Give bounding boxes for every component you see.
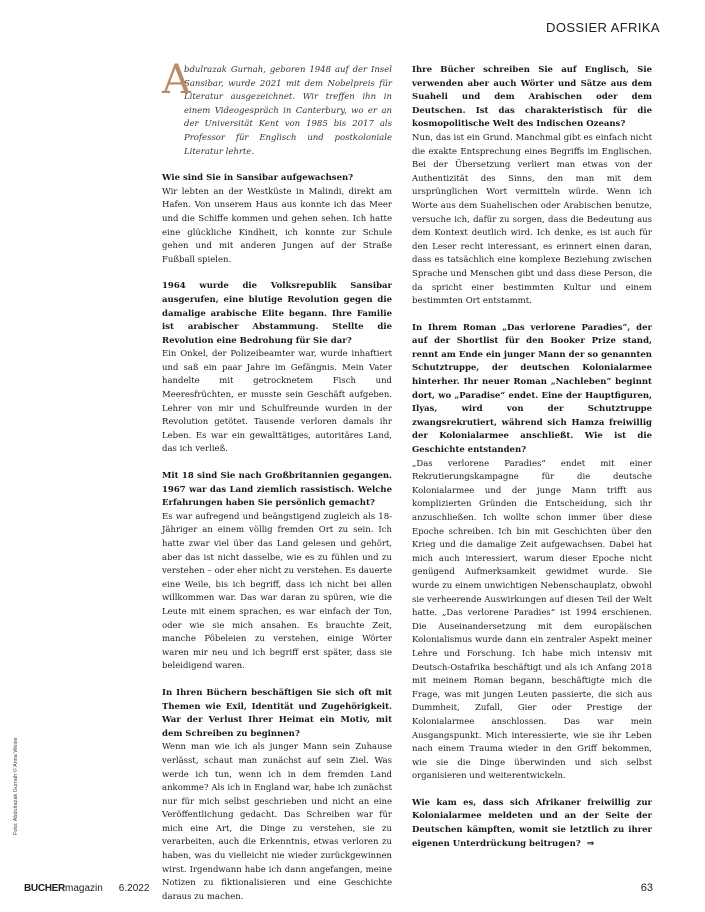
question-1: Wie sind Sie in Sansibar aufgewachsen? <box>162 173 354 184</box>
answer-5: Nun, das ist ein Grund. Manchmal gibt es einfach nicht die exakte Entsprechung eines Begriffs im Englischen. Bei der Übersetzung verliert man etwas von der Authentizität des Sinns, den man mit dem ursprünglichen Wort vermitteln würde. Wenn ich Worte aus dem Suahelischen oder Arabischen benutze, versuche ich, dafür zu sorgen, dass die Bedeutung aus dem Kontext deutlich wird. Ich denke, es ist auch für den Leser recht interessant, es erinnert einen daran, dass es tatsächlich eine komplexe Beziehung zwischen Sprache und Menschen gibt und dass diese Person, die da spricht einer bestimmten Kultur und einem bestimmten Ort entstammt. <box>412 132 652 307</box>
answer-3: Es war aufregend und beängstigend zugleich als 18-Jähriger an einem völlig fremden Ort zu sein. Ich hatte zwar viel über das Land gelesen und gehört, aber das ist nicht dasselbe, wie es zu fühlen und zu verstehen – oder eher nicht zu verstehen. Es dauerte eine Weile, bis ich begriff, dass ich nicht bei allen willkommen war. Das war daran zu spüren, wie die Leute mit einem sprachen, es war einfach der Ton, oder wie sie mich ansahen. Es brauchte Zeit, manche Pöbeleien zu verstehen, einige Wörter waren mir neu und ich begriff erst später, dass sie beleidigend waren. <box>162 511 392 672</box>
intro-text: bdulrazak Gurnah, geboren 1948 auf der Insel Sansibar, wurde 2021 mit dem Nobelpreis für Literatur ausgezeichnet. Wir treffen ihn in einem Videogespräch in Canterbury, wo er an der Universität Kent von 1985 bis 2017 als Professor für Englisch und postkoloniale Literatur lehrte. <box>184 65 392 157</box>
question-4: In Ihren Büchern beschäftigen Sie sich oft mit Themen wie Exil, Identität und Zugehörigkeit. War der Verlust Ihrer Heimat ein Motiv, mit dem Schreiben zu beginnen? <box>162 687 392 739</box>
dropcap: A <box>162 57 191 103</box>
question-7-text: Wie kam es, dass sich Afrikaner freiwillig zur Kolonialarmee meldeten und an der Seite der Deutschen kämpften, womit sie letztlich zu ihrer eigenen Unterdrückung beitrugen? <box>412 797 652 849</box>
answer-4: Wenn man wie ich als junger Mann sein Zuhause verlässt, schaut man zunächst auf sein Ziel. Was werde ich tun, wenn ich in dem fremden Land ankomme? Als ich in England war, habe ich zunächst nur für mich selbst geschrieben und nicht an eine Veröffentlichung gedacht. Das Schreiben war für mich eine Art, die Dinge zu verstehen, sie zu verarbeiten, auch die Erkenntnis, etwas verloren zu haben, was du vielleicht nie wieder zurückgewinnen wirst. Irgendwann habe ich dann angefangen, meine Notizen zu fiktionalisieren und eine Geschichte daraus zu machen. <box>162 742 392 902</box>
photo-credit: Foto: Abdulrazak Gurnah © Anna Weise <box>13 737 19 835</box>
left-column <box>162 57 392 904</box>
section-header: DOSSIER AFRIKA <box>546 20 660 35</box>
double-arrow-right-icon: ⇒ <box>586 838 595 849</box>
question-2: 1964 wurde die Volksrepublik Sansibar ausgerufen, eine blutige Revolution gegen die damalige arabische Elite begann. Ihre Familie ist arabischer Abstammung. Stellte die Revolution eine Bedrohung für Sie dar? <box>162 281 392 346</box>
question-6: In Ihrem Roman „Das verlorene Paradies“, der auf der Shortlist für den Booker Prize stand, rennt am Ende ein junger Mann der so genannten Schutztruppe, der deutschen Kolonialarmee hinterher. Ihr neuer Roman „Nachleben“ beginnt dort, wo „Paradise“ endet. Eine der Hauptfiguren, Ilyas, wird von der Schutztruppe zwangsrekrutiert, während sich Hamza freiwillig der Kolonialarmee anschließt. Wie ist die Geschichte entstanden? <box>412 322 652 456</box>
magazine-brand-suffix: magazin <box>64 883 103 894</box>
issue-number: 6.2022 <box>118 883 150 894</box>
magazine-brand: BUCHER <box>24 883 65 894</box>
page-footer <box>24 882 653 894</box>
answer-1: Wir lebten an der Westküste in Malindi, direkt am Hafen. Von unserem Haus aus konnte ich das Meer und die Schiffe kommen und gehen sehen. Ich hatte eine glückliche Kindheit, ich konnte zur Schule gehen und mit anderen Jungen auf der Straße Fußball spielen. <box>162 186 392 265</box>
answer-2: Ein Onkel, der Polizeibeamter war, wurde inhaftiert und saß ein paar Jahre im Gefängnis. Mein Vater handelte mit getrocknetem Fisch und Meeresfrüchten, er musste sein Geschäft aufgeben. Lehrer von mir und Schulfreunde wurden in der Revolution getötet. Tausende verloren damals ihr Leben. Es war ein gewalttätiges, autoritäres Land, das ich verließ. <box>162 349 392 455</box>
question-3: Mit 18 sind Sie nach Großbritannien gegangen. 1967 war das Land ziemlich rassistisch. Welche Erfahrungen haben Sie persönlich gemacht? <box>162 471 392 509</box>
question-5: Ihre Bücher schreiben Sie auf Englisch, Sie verwenden aber auch Wörter und Sätze aus dem Suaheli und dem Arabischen oder dem Deutschen. Ist das charakteristisch für die kosmopolitische Welt des Indischen Ozeans? <box>412 65 652 130</box>
intro-paragraph <box>162 57 392 159</box>
question-7 <box>412 797 652 851</box>
page-number: 63 <box>640 882 653 894</box>
answer-6: „Das verlorene Paradies“ endet mit einer Rekrutierungskampagne für die deutsche Kolonialarmee und der junge Mann trifft aus komplizierten Gründen die Entscheidung, sich ihr anzuschließen. Ich wollte schon immer über diese Epoche schreiben. Ich bin mit Geschichten über den Krieg und die damalige Zeit aufgewachsen. Dabei hat mich auch interessiert, warum dieser Epoche nicht genügend Aufmerksamkeit gewidmet wurde. Sie wurde zu einem unwichtigen Nebenschauplatz, obwohl sie verheerende Auswirkungen auf diesen Teil der Welt hatte. „Das verlorene Paradies“ ist 1994 erschienen. Die Auseinandersetzung mit dem europäischen Kolonialismus wurde dann ein zentraler Aspekt meiner Lehre und Forschung. Ich habe mich intensiv mit Deutsch-Ostafrika beschäftigt und als ich Anfang 2018 mit meinem Roman begann, beschäftigte mich die Frage, was mit jungen Leuten passierte, die sich aus Dummheit, Zufall, Gier oder Prestige der Kolonialarmee anschlossen. Das war mein Ausgangspunkt. Mich interessierte, wie sie ihr Leben nach einem Trauma wieder in den Griff bekommen, wie sie die Dinge überwinden und sich selbst organisieren und weiterentwickeln. <box>412 458 652 782</box>
right-column <box>412 64 652 851</box>
